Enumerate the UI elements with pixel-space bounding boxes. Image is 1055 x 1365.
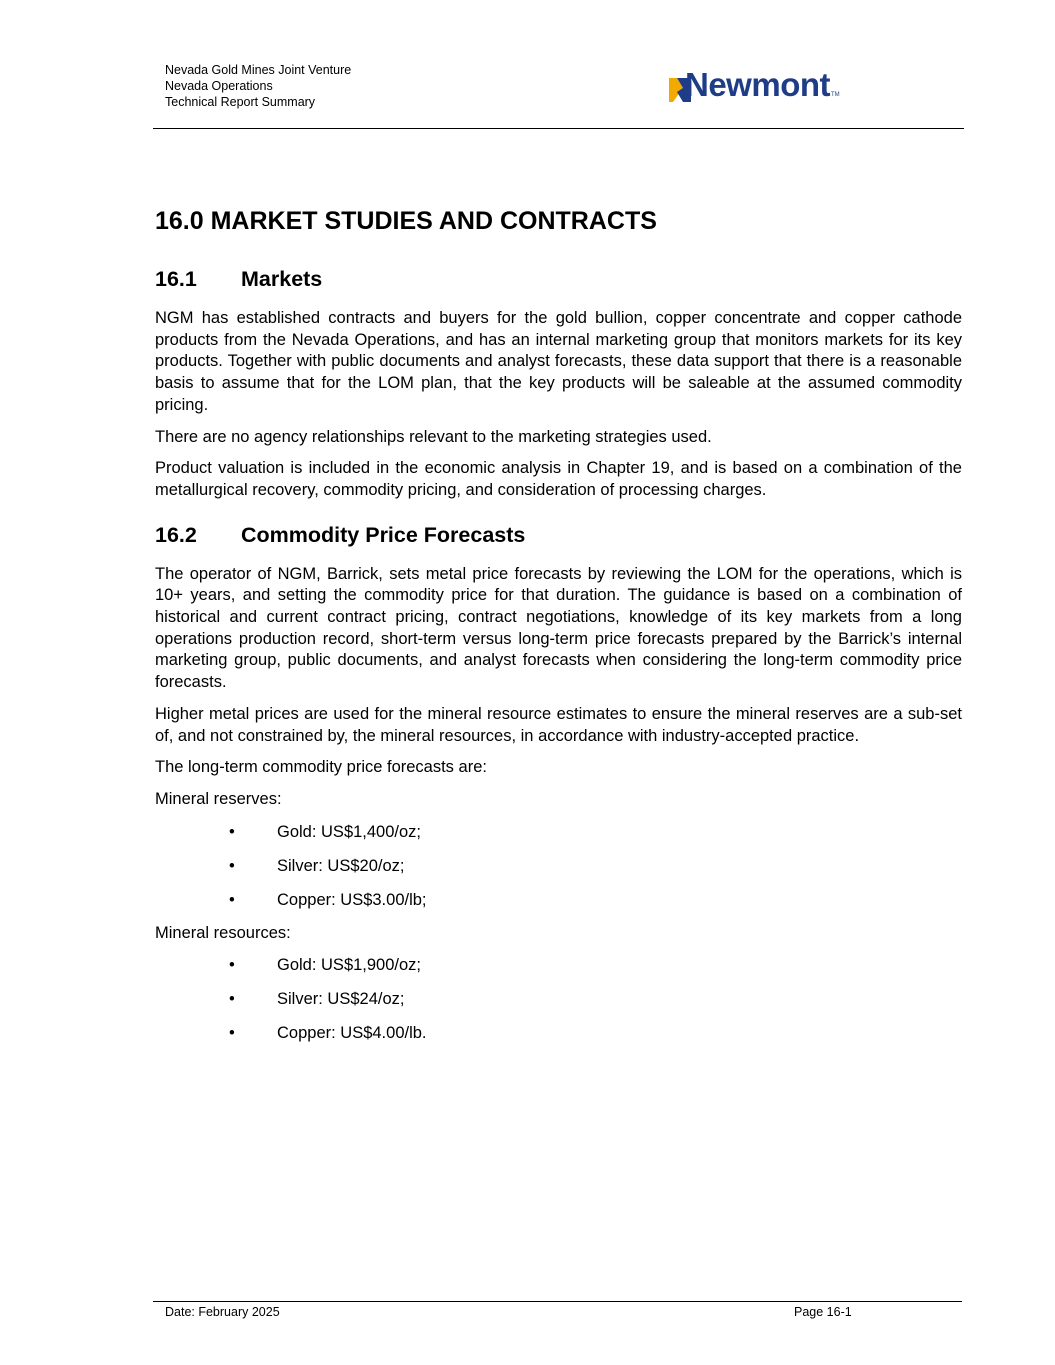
section-number: 16.2: [155, 522, 197, 547]
list-item-text: Silver: US$20/oz;: [277, 856, 405, 875]
list-item-text: Gold: US$1,900/oz;: [277, 956, 422, 975]
header-line-report: Technical Report Summary: [165, 95, 316, 109]
reserves-label: Mineral reserves:: [155, 789, 282, 808]
list-item: [155, 889, 962, 911]
header-line-company: Nevada Gold Mines Joint Venture: [165, 63, 352, 77]
paragraph: NGM has established contracts and buyers for the gold bullion, copper concentrate and copper cathode products from the Nevada Operations, and has an internal marketing group that monitors markets for its key products. Together with public documents and analyst forecasts, these data support that there is a reasonable basis to assume that for the LOM plan, that the key products will be saleable at the assumed commodity pricing.: [155, 309, 962, 414]
list-item: [155, 988, 962, 1010]
section-title: Markets: [241, 267, 323, 291]
list-item: [155, 855, 962, 877]
list-item-text: Copper: US$3.00/lb;: [277, 890, 427, 909]
header-text-block: [165, 62, 351, 110]
logo-wordmark: Newmont: [685, 66, 830, 103]
list-item-text: Silver: US$24/oz;: [277, 990, 405, 1009]
list-item: [155, 821, 962, 843]
paragraph: The operator of NGM, Barrick, sets metal price forecasts by reviewing the LOM for the operations, which is 10+ years, and setting the commodity price for that duration. The guidance is based on a combination of historical and current contract pricing, contract negotiations, knowledge of its key markets from a long operations production record, short-term versus long-term price forecasts prepared by the Barrick’s internal marketing group, public documents, and analyst forecasts when considering the long-term commodity price forecasts.: [155, 564, 962, 692]
reserves-price-list: [155, 821, 962, 911]
footer-date: Date: February 2025: [165, 1305, 280, 1319]
footer-page-number: Page 16-1: [794, 1305, 852, 1319]
bullet-icon: •: [229, 1024, 235, 1043]
newmont-logo: [669, 68, 840, 102]
document-body: [155, 204, 962, 1056]
paragraph: There are no agency relationships relevant to the marketing strategies used.: [155, 427, 712, 446]
resources-price-list: [155, 954, 962, 1044]
chapter-title: 16.0 MARKET STUDIES AND CONTRACTS: [155, 207, 657, 235]
section-heading-price-forecasts: [155, 520, 962, 550]
list-item-text: Gold: US$1,400/oz;: [277, 822, 422, 841]
paragraph: Product valuation is included in the economic analysis in Chapter 19, and is based on a combination of the metallurgical recovery, commodity pricing, and consideration of processing charges.: [155, 459, 962, 499]
paragraph: The long-term commodity price forecasts are:: [155, 758, 487, 777]
list-item: [155, 1022, 962, 1044]
section-title: Commodity Price Forecasts: [241, 522, 526, 547]
header-line-operations: Nevada Operations: [165, 79, 273, 93]
section-heading-markets: [155, 264, 962, 294]
bullet-icon: •: [229, 990, 235, 1009]
page-header: [153, 62, 964, 129]
bullet-icon: •: [229, 890, 235, 909]
section-number: 16.1: [155, 267, 197, 291]
paragraph: Higher metal prices are used for the mineral resource estimates to ensure the mineral reserves are a sub-set of, and not constrained by, the mineral resources, in accordance with industry-accepted practice.: [155, 704, 962, 745]
resources-label: Mineral resources:: [155, 923, 291, 942]
bullet-icon: •: [229, 822, 235, 841]
bullet-icon: •: [229, 856, 235, 875]
logo-trademark: TM: [831, 92, 840, 98]
list-item-text: Copper: US$4.00/lb.: [277, 1024, 427, 1043]
list-item: [155, 954, 962, 976]
bullet-icon: •: [229, 956, 235, 975]
page-footer: [153, 1301, 962, 1319]
